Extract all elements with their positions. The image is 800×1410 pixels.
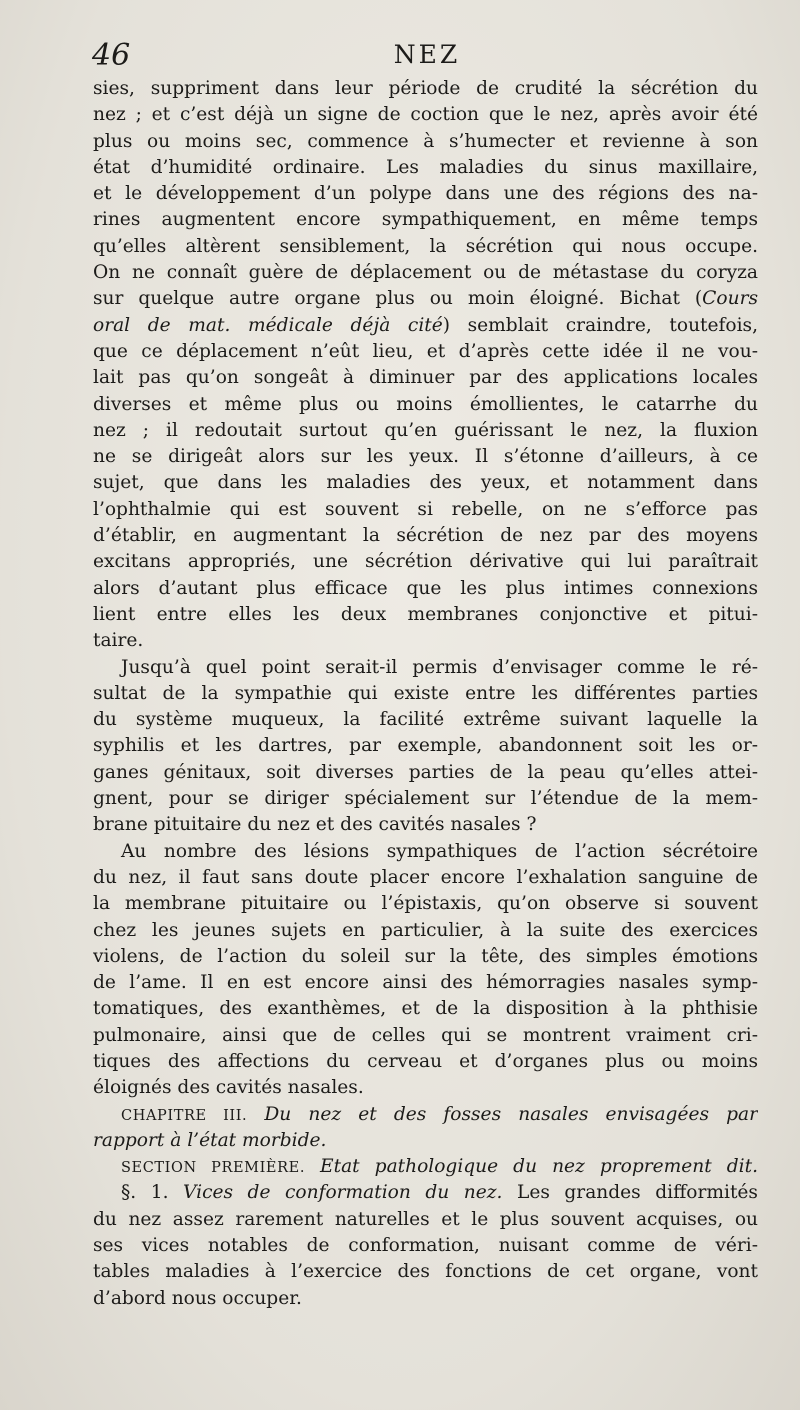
paragraph-start: Jusqu’à quel point serait-il permis d’envisager comme le ré- bbox=[121, 656, 758, 678]
text-line: sies, suppriment dans leur période de crudité la sécrétion du bbox=[93, 78, 758, 99]
citation-title: oral de mat. médicale déjà cité bbox=[93, 314, 443, 336]
text-line: nez ; il redoutait surtout qu’en guérissant le nez, la fluxion bbox=[93, 419, 758, 441]
text-line: état d’humidité ordinaire. Les maladies du sinus maxillaire, bbox=[93, 156, 758, 178]
text-line: alors d’autant plus efficace que les plus intimes connexions bbox=[93, 577, 758, 599]
text-line: sujet, que dans les maladies des yeux, et notamment dans bbox=[93, 472, 758, 494]
text-line: violens, de l’action du soleil sur la tête, des simples émotions bbox=[93, 945, 758, 967]
page-header bbox=[92, 38, 762, 72]
text-line: tables maladies à l’exercice des fonctions de cet organe, vont bbox=[93, 1261, 758, 1283]
paragraph-mark: §. 1. bbox=[121, 1182, 169, 1204]
text-line: du nez assez rarement naturelles et le plus souvent acquises, ou bbox=[93, 1208, 758, 1230]
text-line: rines augmentent encore sympathiquement, en même temps bbox=[93, 209, 758, 231]
text-line: que ce déplacement n’eût lieu, et d’après cette idée il ne vou- bbox=[93, 340, 758, 362]
text-line: la membrane pituitaire ou l’épistaxis, qu’on observe si souvent bbox=[93, 893, 758, 915]
subsection-heading bbox=[93, 1180, 758, 1206]
chapter-title: Du nez et des fosses nasales envisagées par bbox=[264, 1103, 758, 1125]
text-line: ganes génitaux, soit diverses parties de la peau qu’elles attei- bbox=[93, 761, 758, 783]
text-line: brane pituitaire du nez et des cavités nasales ? bbox=[93, 814, 537, 836]
chapter-heading bbox=[93, 1102, 758, 1128]
text-line: lient entre elles les deux membranes conjonctive et pitui- bbox=[93, 603, 758, 625]
text-line: d’établir, en augmentant la sécrétion de nez par des moyens bbox=[93, 525, 758, 547]
text-line: ne se dirigeât alors sur les yeux. Il s’étonne d’ailleurs, à ce bbox=[93, 446, 758, 468]
text-line-citation bbox=[93, 313, 758, 339]
bichat-lead: sur quelque autre organe plus ou moin éloigné. Bichat ( bbox=[93, 288, 703, 310]
text-line: l’ophthalmie qui est souvent si rebelle, on ne s’efforce pas bbox=[93, 498, 758, 520]
text-line: gnent, pour se diriger spécialement sur l’étendue de la mem- bbox=[93, 788, 758, 810]
text-line: taire. bbox=[93, 630, 144, 652]
section-title: Etat pathologique du nez proprement dit. bbox=[320, 1156, 758, 1178]
chapter-title-cont: rapport à l’état morbide. bbox=[93, 1129, 327, 1151]
text-line: On ne connaît guère de déplacement ou de métastase du coryza bbox=[93, 262, 758, 284]
running-head: NEZ bbox=[393, 40, 461, 69]
text-line: plus ou moins sec, commence à s’humecter et revienne à son bbox=[93, 130, 758, 152]
chapter-label: CHAPITRE III. bbox=[121, 1107, 248, 1124]
text-line-bichat bbox=[93, 286, 758, 312]
text-line: tomatiques, des exanthèmes, et de la disposition à la phthisie bbox=[93, 998, 758, 1020]
text-line: tiques des affections du cerveau et d’organes plus ou moins bbox=[93, 1050, 758, 1072]
body-text bbox=[93, 76, 758, 1312]
section-label: SECTION PREMIÈRE. bbox=[121, 1160, 306, 1177]
text-line: du système muqueux, la facilité extrême suivant laquelle la bbox=[93, 709, 758, 731]
text-line: pulmonaire, ainsi que de celles qui se montrent vraiment cri- bbox=[93, 1024, 758, 1046]
bichat-citation: Cours bbox=[702, 288, 758, 310]
text-line: ses vices notables de conformation, nuisant comme de véri- bbox=[93, 1235, 758, 1257]
page-number: 46 bbox=[92, 38, 131, 73]
subsection-text: Les grandes difformités bbox=[516, 1182, 758, 1204]
paragraph-start: Au nombre des lésions sympathiques de l’action sécrétoire bbox=[121, 840, 758, 862]
text-line: excitans appropriés, une sécrétion dérivative qui lui paraîtrait bbox=[93, 551, 758, 573]
text-line: du nez, il faut sans doute placer encore l’exhalation sanguine de bbox=[93, 866, 758, 888]
subsection-title: Vices de conformation du nez. bbox=[183, 1182, 503, 1204]
text-line: syphilis et les dartres, par exemple, abandonnent soit les or- bbox=[93, 735, 758, 757]
text-line: de l’ame. Il en est encore ainsi des hémorragies nasales symp- bbox=[93, 972, 758, 994]
section-heading bbox=[93, 1154, 758, 1180]
text-line: chez les jeunes sujets en particulier, à la suite des exercices bbox=[93, 919, 758, 941]
text-line: et le développement d’un polype dans une des régions des na- bbox=[93, 183, 758, 205]
citation-after: ) semblait craindre, toutefois, bbox=[442, 314, 758, 336]
text-line: qu’elles altèrent sensiblement, la sécrétion qui nous occupe. bbox=[93, 235, 758, 257]
text-line: nez ; et c’est déjà un signe de coction que le nez, après avoir été bbox=[93, 104, 758, 126]
text-line: lait pas qu’on songeât à diminuer par des applications locales bbox=[93, 367, 758, 389]
text-line: éloignés des cavités nasales. bbox=[93, 1077, 364, 1099]
text-line: sultat de la sympathie qui existe entre les différentes parties bbox=[93, 682, 758, 704]
text-line: diverses et même plus ou moins émollientes, le catarrhe du bbox=[93, 393, 758, 415]
text-line: d’abord nous occuper. bbox=[93, 1287, 302, 1309]
